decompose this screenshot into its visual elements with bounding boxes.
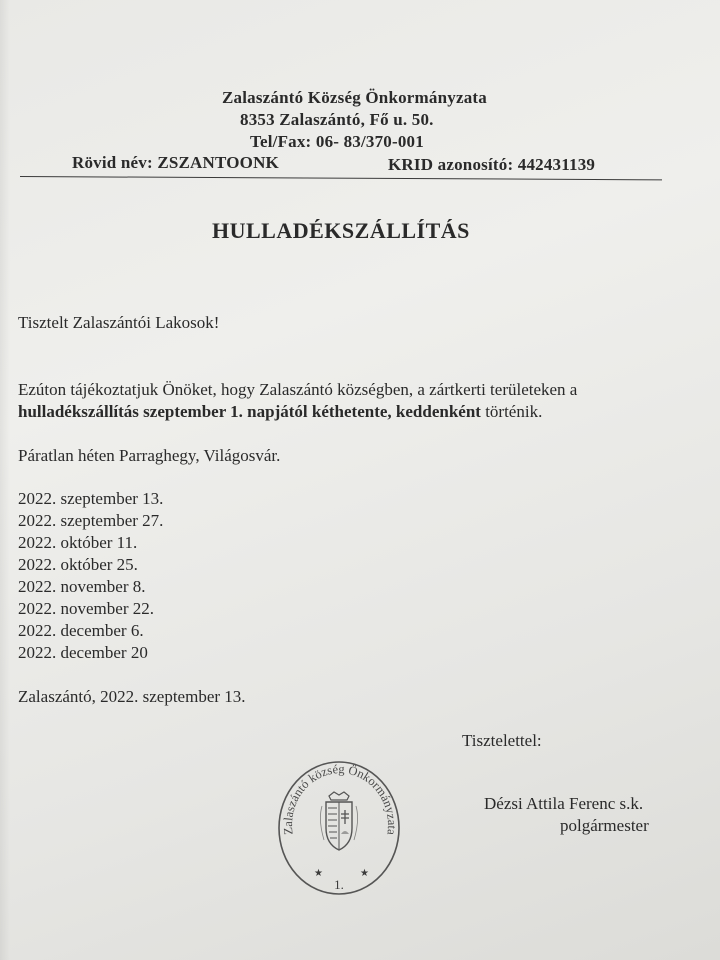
collection-date: 2022. október 11. [18, 533, 138, 552]
star-icon: ★ [314, 868, 323, 879]
header-divider [20, 176, 662, 180]
collection-date: 2022. szeptember 27. [18, 511, 164, 530]
organization-telfax: Tel/Fax: 06- 83/370-001 [250, 132, 424, 151]
stamp-ring-text: Zalaszántó község Önkormányzata [280, 762, 400, 836]
collection-date: 2022. december 6. [18, 621, 144, 640]
signer-name: Dézsi Attila Ferenc s.k. [484, 794, 644, 813]
collection-date: 2022. szeptember 13. [18, 489, 164, 508]
organization-address: 8353 Zalaszántó, Fő u. 50. [240, 110, 434, 129]
place-and-date: Zalaszántó, 2022. szeptember 13. [18, 687, 246, 706]
notice-line-2 [18, 402, 542, 422]
notice-line-2-rest: történik. [480, 402, 543, 421]
greeting: Tisztelt Zalaszántói Lakosok! [18, 313, 220, 332]
notice-line-1: Ezúton tájékoztatjuk Önöket, hogy Zalaszántó községben, a zártkerti területeken a [18, 380, 578, 399]
collection-date: 2022. október 25. [18, 555, 138, 574]
collection-date: 2022. december 20 [18, 643, 148, 662]
official-stamp [274, 748, 404, 898]
closing-salutation: Tisztelettel: [462, 731, 542, 750]
collection-date: 2022. november 8. [18, 577, 146, 596]
collection-date: 2022. november 22. [18, 599, 154, 618]
odd-week-locations: Páratlan héten Parraghegy, Világosvár. [18, 446, 281, 465]
notice-emphasis: hulladékszállítás szeptember 1. napjától kéthetente, keddenként [18, 402, 481, 421]
coat-of-arms-icon [320, 792, 357, 850]
star-icon: ★ [360, 868, 369, 879]
signer-title: polgármester [560, 816, 649, 835]
document-title: HULLADÉKSZÁLLÍTÁS [212, 218, 470, 243]
organization-short-name: Rövid név: ZSZANTOONK [72, 153, 279, 172]
collection-dates-list [18, 488, 163, 664]
organization-name: Zalaszántó Község Önkormányzata [222, 88, 487, 107]
page-shadow [0, 0, 10, 960]
stamp-number: 1. [334, 877, 344, 892]
organization-krid: KRID azonosító: 442431139 [388, 155, 596, 174]
